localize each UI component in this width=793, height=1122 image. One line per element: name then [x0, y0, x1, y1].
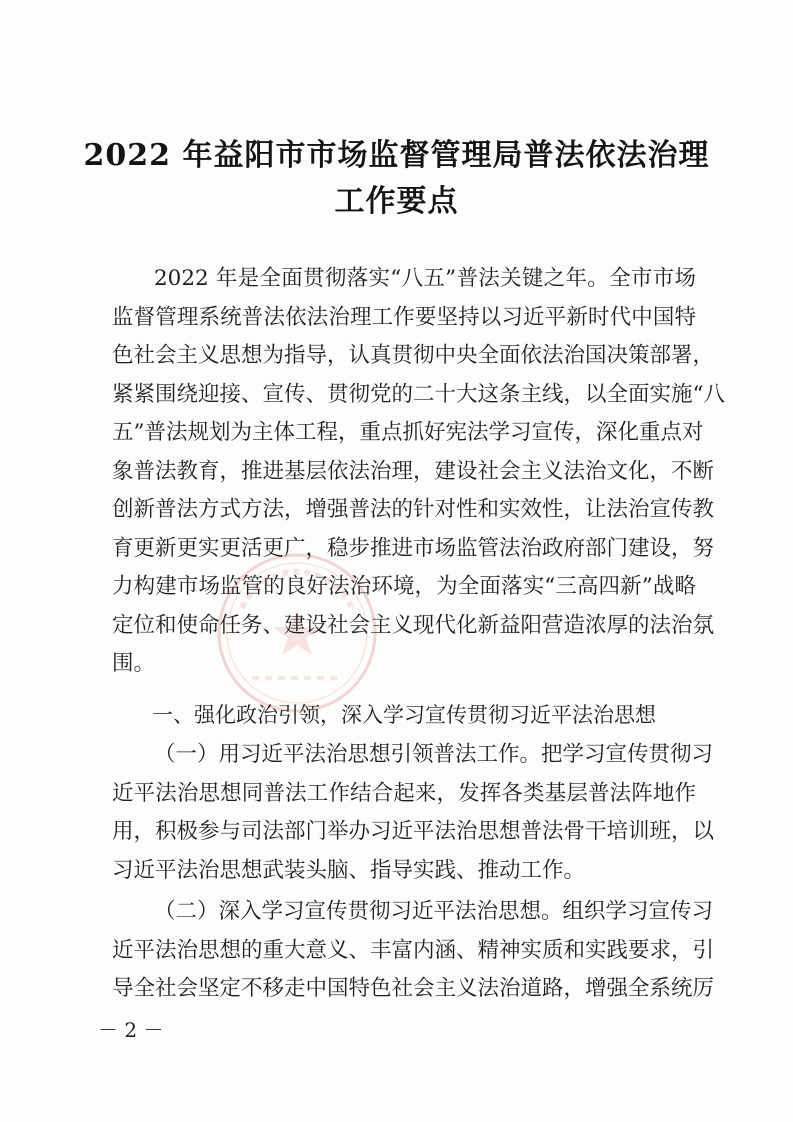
- document-title-line-1: 2022 年益阳市市场监督管理局普法依法治理: [83, 138, 710, 173]
- intro-line: 创新普法方式方法，增强普法的针对性和实效性，让法治宣传教: [112, 497, 715, 522]
- intro-line: 象普法教育，推进基层依法治理，建设社会主义法治文化，不断: [112, 458, 715, 484]
- document-title-line-2: 工作要点: [334, 184, 459, 219]
- intro-line: 育更新更实更活更广，稳步推进市场监管法治政府部门建设，努: [112, 535, 715, 561]
- intro-line: 紧紧围绕迎接、宣传、贯彻党的二十大这条主线，以全面实施“八: [112, 381, 725, 407]
- subsection-1-line: 用，积极参与司法部门举办习近平法治思想普法骨干培训班，以: [112, 819, 715, 844]
- intro-line: 围。: [112, 651, 156, 676]
- subsection-1-paragraph: [112, 736, 715, 890]
- subsection-2-line: （二）深入学习宣传贯彻习近平法治思想。组织学习宣传习: [154, 899, 714, 924]
- subsection-2-paragraph: [112, 893, 715, 1009]
- intro-line: 定位和使命任务、建设社会主义现代化新益阳营造浓厚的法治氛: [112, 612, 715, 638]
- subsection-2-line: 导全社会坚定不移走中国特色社会主义法治道路，增强全系统厉: [112, 976, 715, 1001]
- subsection-2-line: 近平法治思想的重大意义、丰富内涵、精神实质和实践要求，引: [112, 937, 715, 963]
- intro-line: 色社会主义思想为指导，认真贯彻中央全面依法治国决策部署，: [112, 343, 715, 368]
- section-heading-1: 一、强化政治引领，深入学习宣传贯彻习近平法治思想: [152, 703, 656, 727]
- intro-line: 监督管理系统普法依法治理工作要坚持以习近平新时代中国特: [112, 304, 696, 330]
- page-number: － 2 －: [98, 1018, 164, 1042]
- intro-paragraph: [112, 260, 725, 684]
- intro-line: 五”普法规划为主体工程，重点抓好宪法学习宣传，深化重点对: [112, 420, 704, 445]
- subsection-1-line: （一）用习近平法治思想引领普法工作。把学习宣传贯彻习: [154, 742, 714, 767]
- intro-line: 力构建市场监管的良好法治环境，为全面落实“三高四新”战略: [112, 574, 696, 599]
- subsection-1-line: 习近平法治思想武装头脑、指导实践、推动工作。: [112, 857, 586, 883]
- intro-line: 2022 年是全面贯彻落实“八五”普法关键之年。全市市场: [154, 266, 696, 291]
- subsection-1-line: 近平法治思想同普法工作结合起来，发挥各类基层普法阵地作: [112, 780, 696, 806]
